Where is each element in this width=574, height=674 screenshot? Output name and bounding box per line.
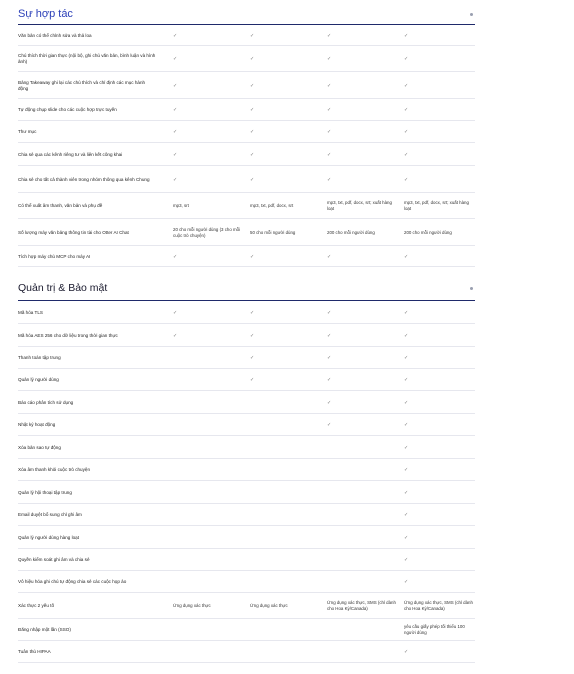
check-icon: ✓ bbox=[404, 56, 409, 62]
row-label: Chú thích thời gian thực (nội bộ, ghi chú văn bản, bình luận và hình ảnh) bbox=[18, 53, 156, 64]
section-header-admin-security[interactable] bbox=[18, 276, 475, 300]
table-row bbox=[18, 143, 475, 166]
row-label: Xóa bản sao tự động bbox=[18, 445, 61, 450]
check-icon: ✓ bbox=[250, 152, 255, 158]
row-label: Quản lý người dùng hàng loạt bbox=[18, 535, 79, 540]
row-label: Thanh toán tập trung bbox=[18, 355, 61, 360]
check-icon: ✓ bbox=[404, 490, 409, 496]
check-icon: ✓ bbox=[327, 152, 332, 158]
table-row bbox=[18, 347, 475, 369]
check-icon: ✓ bbox=[404, 535, 409, 541]
check-icon: ✓ bbox=[327, 310, 332, 316]
row-label: Thư mục bbox=[18, 129, 37, 134]
check-icon: ✓ bbox=[404, 355, 409, 361]
check-icon: ✓ bbox=[404, 177, 409, 183]
row-label: Có thể xuất âm thanh, văn bản và phụ đề bbox=[18, 203, 103, 208]
cell-value: yêu cầu giấy phép tối thiểu 100 người dùng bbox=[404, 624, 465, 635]
row-label: Quản lý người dùng bbox=[18, 377, 59, 382]
check-icon: ✓ bbox=[404, 333, 409, 339]
row-label: Nhật ký hoạt động bbox=[18, 422, 56, 427]
row-label: Tuân thủ HIPAA bbox=[18, 649, 51, 654]
check-icon: ✓ bbox=[404, 83, 409, 89]
check-icon: ✓ bbox=[173, 129, 178, 135]
check-icon: ✓ bbox=[250, 377, 255, 383]
row-label: Tự động chụp slide cho các cuộc hợp trực tuyến bbox=[18, 107, 117, 112]
check-icon: ✓ bbox=[173, 56, 178, 62]
row-label: Số lượng máy văn bảng thông tin tài cho Otter AI Chat bbox=[18, 230, 129, 235]
check-icon: ✓ bbox=[173, 83, 178, 89]
row-label: Xóa âm thanh khỏi cuộc trò chuyện bbox=[18, 467, 91, 472]
section-header-collaboration[interactable] bbox=[18, 2, 475, 26]
check-icon: ✓ bbox=[327, 107, 332, 113]
check-icon: ✓ bbox=[327, 177, 332, 183]
table-row bbox=[18, 414, 475, 436]
row-label: Chia sẻ qua các kênh riêng tư và liên kết công khai bbox=[18, 152, 123, 157]
table-row bbox=[18, 459, 475, 481]
row-label: Tích hợp máy chủ MCP cho máy AI bbox=[18, 254, 91, 259]
check-icon: ✓ bbox=[173, 177, 178, 183]
check-icon: ✓ bbox=[327, 254, 332, 260]
row-label: Mã hóa AES 256 cho dữ liệu trong thời gian thực bbox=[18, 333, 118, 338]
check-icon: ✓ bbox=[250, 177, 255, 183]
cell-value: mp3, txt, pdf, docx, srt; xuất hàng loạt bbox=[404, 200, 469, 211]
check-icon: ✓ bbox=[404, 152, 409, 158]
table-row bbox=[18, 641, 475, 663]
check-icon: ✓ bbox=[404, 310, 409, 316]
row-label: Văn bản có thể chỉnh sửa và thả loa bbox=[18, 33, 92, 38]
row-label: Chia sẻ cho tất cả thành viên trong nhóm thông qua kênh Chung bbox=[18, 177, 150, 182]
check-icon: ✓ bbox=[250, 254, 255, 260]
row-label: Email duyệt bổ sung chỉ ghi âm bbox=[18, 512, 82, 517]
row-label: Mã hóa TLS bbox=[18, 310, 43, 315]
table-row bbox=[18, 121, 475, 143]
cell-value: mp3, txt, pdf, docx, srt bbox=[250, 203, 294, 208]
table-row bbox=[18, 504, 475, 526]
row-label: Quản lý hội thoại tập trung bbox=[18, 490, 72, 495]
cell-value: mp3, txt, pdf, docx, srt; xuất hàng loạt bbox=[327, 200, 392, 211]
check-icon: ✓ bbox=[250, 83, 255, 89]
check-icon: ✓ bbox=[173, 152, 178, 158]
table-row bbox=[18, 369, 475, 391]
row-label: Đăng nhập một lần (SSO) bbox=[18, 627, 71, 632]
check-icon: ✓ bbox=[404, 467, 409, 473]
table-row bbox=[18, 301, 475, 324]
cell-value: 200 cho mỗi người dùng bbox=[404, 230, 452, 235]
collapse-icon[interactable] bbox=[470, 287, 473, 290]
check-icon: ✓ bbox=[250, 129, 255, 135]
check-icon: ✓ bbox=[404, 512, 409, 518]
check-icon: ✓ bbox=[404, 107, 409, 113]
check-icon: ✓ bbox=[404, 377, 409, 383]
table-row bbox=[18, 391, 475, 414]
cell-value: mp3, srt bbox=[173, 203, 189, 208]
cell-value: 50 cho mỗi người dùng bbox=[250, 230, 296, 235]
check-icon: ✓ bbox=[327, 400, 332, 406]
check-icon: ✓ bbox=[404, 445, 409, 451]
row-label: Báo cáo phân tích sử dụng bbox=[18, 400, 74, 405]
section-title: Quản trị & Bảo mật bbox=[18, 282, 108, 294]
check-icon: ✓ bbox=[404, 129, 409, 135]
check-icon: ✓ bbox=[250, 107, 255, 113]
row-label: Xác thực 2 yếu tố bbox=[18, 603, 55, 608]
check-icon: ✓ bbox=[327, 333, 332, 339]
table-row bbox=[18, 593, 475, 619]
check-icon: ✓ bbox=[327, 33, 332, 39]
cell-value: Ứng dụng xác thực bbox=[250, 603, 288, 608]
cell-value: Ứng dụng xác thực, SMS (chỉ dành cho Hoa Kỳ/Canada) bbox=[404, 600, 473, 611]
check-icon: ✓ bbox=[327, 422, 332, 428]
check-icon: ✓ bbox=[250, 56, 255, 62]
table-row bbox=[18, 481, 475, 504]
check-icon: ✓ bbox=[404, 557, 409, 563]
check-icon: ✓ bbox=[404, 33, 409, 39]
table-row bbox=[18, 526, 475, 549]
check-icon: ✓ bbox=[250, 33, 255, 39]
table-row bbox=[18, 571, 475, 593]
table-row bbox=[18, 166, 475, 193]
table-row bbox=[18, 436, 475, 459]
check-icon: ✓ bbox=[250, 310, 255, 316]
check-icon: ✓ bbox=[173, 333, 178, 339]
check-icon: ✓ bbox=[327, 83, 332, 89]
row-label: Vô hiệu hóa ghi chú tự động chia sẻ các cuộc họp ảo bbox=[18, 579, 127, 584]
check-icon: ✓ bbox=[173, 33, 178, 39]
check-icon: ✓ bbox=[327, 377, 332, 383]
row-label: Bảng Takeaway ghi lại các chú thích và chỉ định các mục hành động bbox=[18, 80, 146, 91]
table-row bbox=[18, 619, 475, 641]
table-row bbox=[18, 46, 475, 72]
check-icon: ✓ bbox=[173, 107, 178, 113]
table-row bbox=[18, 549, 475, 571]
check-icon: ✓ bbox=[173, 310, 178, 316]
table-row bbox=[18, 72, 475, 99]
check-icon: ✓ bbox=[327, 56, 332, 62]
check-icon: ✓ bbox=[404, 579, 409, 585]
check-icon: ✓ bbox=[404, 649, 409, 655]
table-row bbox=[18, 99, 475, 121]
cell-value: 20 cho mỗi người dùng (3 cho mỗi cuộc trò chuyện) bbox=[173, 227, 241, 238]
check-icon: ✓ bbox=[404, 400, 409, 406]
cell-value: Ứng dụng xác thực bbox=[173, 603, 211, 608]
check-icon: ✓ bbox=[404, 254, 409, 260]
collapse-icon[interactable] bbox=[470, 13, 473, 16]
table-row bbox=[18, 324, 475, 347]
check-icon: ✓ bbox=[327, 129, 332, 135]
check-icon: ✓ bbox=[327, 355, 332, 361]
check-icon: ✓ bbox=[173, 254, 178, 260]
cell-value: 200 cho mỗi người dùng bbox=[327, 230, 375, 235]
table-row bbox=[18, 246, 475, 267]
check-icon: ✓ bbox=[404, 422, 409, 428]
check-icon: ✓ bbox=[250, 355, 255, 361]
check-icon: ✓ bbox=[250, 333, 255, 339]
table-row bbox=[18, 193, 475, 219]
section-title: Sự hợp tác bbox=[18, 8, 73, 20]
cell-value: Ứng dụng xác thực, SMS (chỉ dành cho Hoa Kỳ/Canada) bbox=[327, 600, 396, 611]
table-row bbox=[18, 219, 475, 246]
table-row bbox=[18, 25, 475, 46]
row-label: Quyền kiểm soát ghi âm và chia sẻ bbox=[18, 557, 90, 562]
